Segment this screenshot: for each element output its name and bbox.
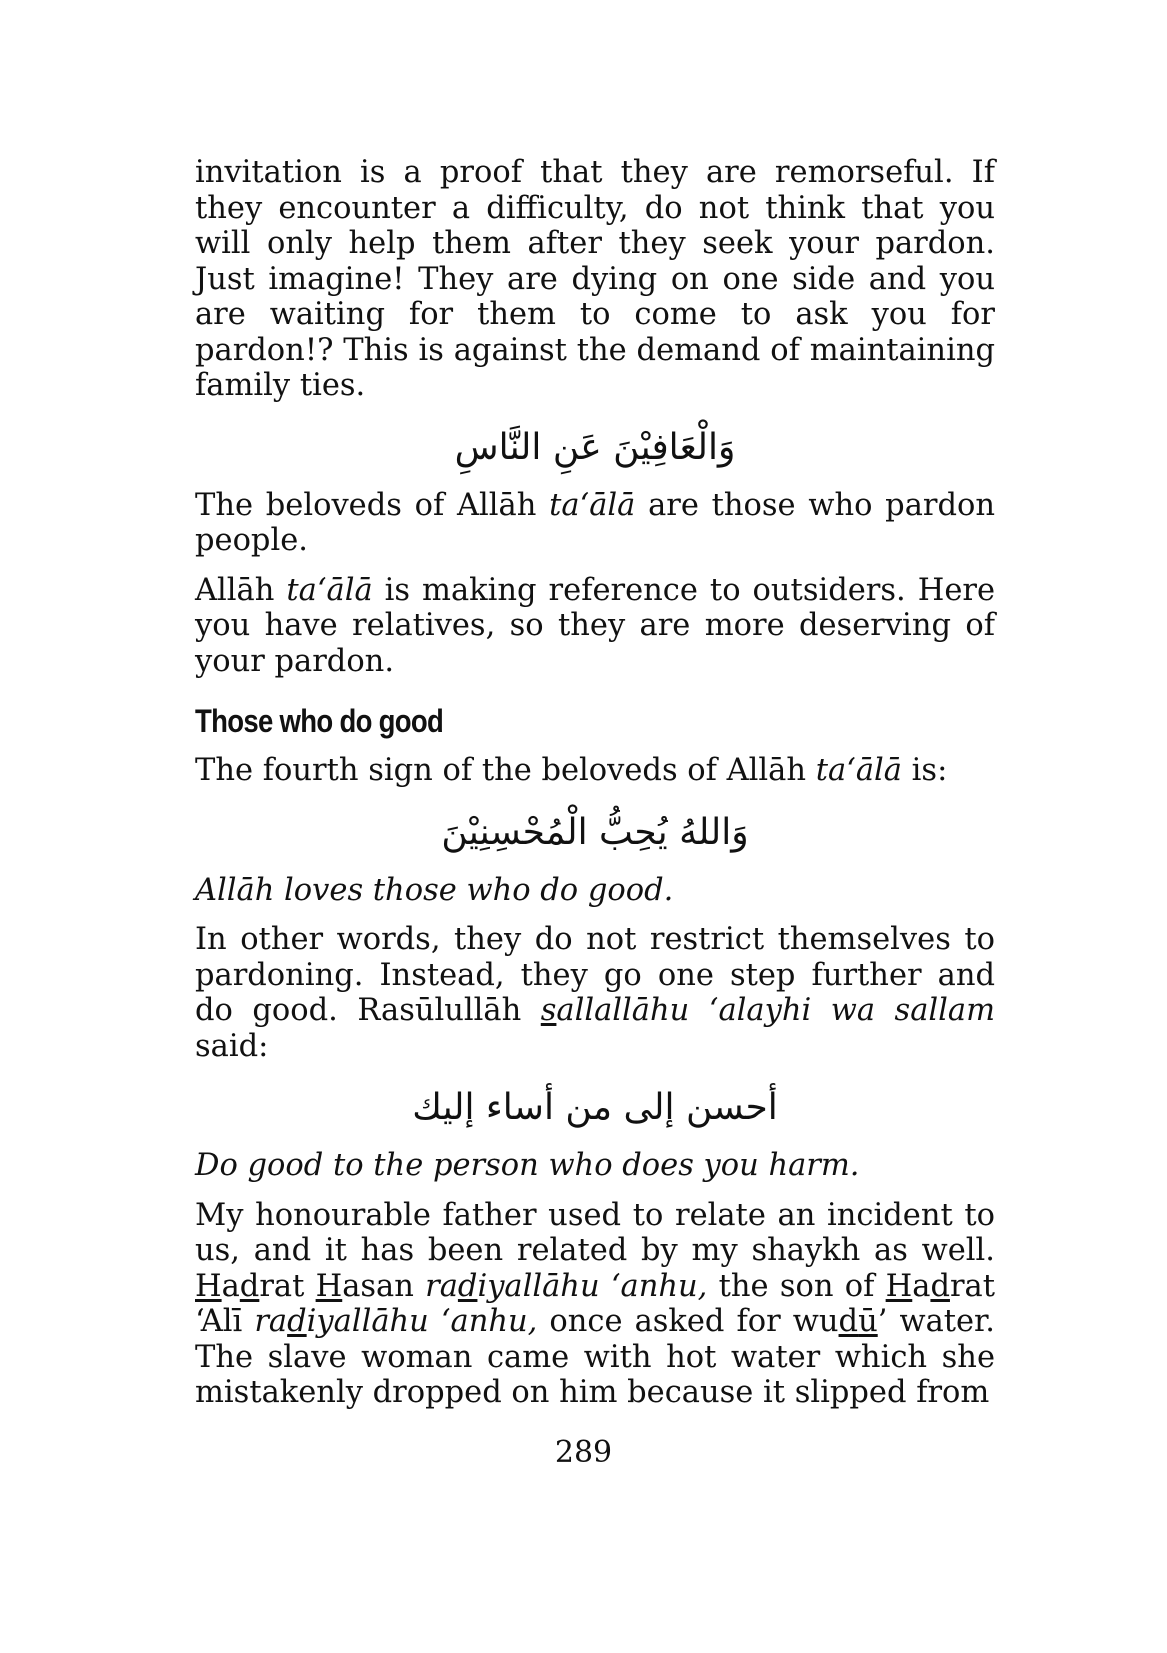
radiyallahu-2-d: d — [287, 1304, 307, 1339]
paragraph-6 — [195, 1198, 995, 1411]
paragraph-4-text-a: The fourth sign of the beloveds of Allāh — [195, 753, 816, 788]
paragraph-3-text-a: Allāh — [195, 572, 287, 608]
paragraph-6-text-a: My honourable father used to relate an incident to us, and it has been related by my shaykh as well. — [195, 1197, 995, 1268]
hadrat-1-d: d — [239, 1268, 260, 1304]
radiyallahu-1-rest: iyallāhu ‘anhu, — [477, 1268, 708, 1304]
paragraph-5 — [195, 922, 995, 1064]
paragraph-2 — [195, 488, 995, 559]
hasan-h: H — [315, 1268, 343, 1304]
paragraph-6-text-f: ’ water. The slave woman came with hot water which she mistakenly dropped on him because it slipped from — [195, 1304, 995, 1410]
page-number: 289 — [554, 1435, 613, 1470]
paragraph-2-text-c: are those who pardon people. — [195, 487, 995, 558]
hadrat-2-d: d — [930, 1268, 950, 1304]
paragraph-5-text-c: said: — [195, 1028, 269, 1064]
section-heading: Those who do good — [195, 703, 444, 739]
paragraph-6-mid: the son of — [707, 1268, 886, 1304]
arabic-hadith: أحسن إلى من أساء إليك — [412, 1087, 778, 1128]
page-body — [195, 155, 995, 1411]
paragraph-2-italic: ta‘ālā — [549, 487, 636, 523]
paragraph-4-text-c: is: — [901, 753, 948, 788]
paragraph-4-italic: ta‘ālā — [815, 753, 902, 788]
paragraph-5-underlined-s: s — [540, 993, 557, 1028]
radiyallahu-1-d: d — [457, 1268, 478, 1304]
hadrat-1-rest: rat — [259, 1268, 316, 1304]
wudu-d: d — [838, 1304, 859, 1339]
paragraph-5-text-a: In other words, they do not restrict themselves to pardoning. Instead, they go one step further and do good. Rasūlullāh — [195, 922, 995, 1028]
paragraph-3-italic: ta‘ālā — [286, 572, 373, 608]
translation-1: Allāh loves those who do good. — [195, 872, 674, 908]
paragraph-5-italic: allallāhu ‘alayhi wa sallam — [556, 993, 995, 1028]
paragraph-3-text-c: is making reference to outsiders. Here you have relatives, so they are more deserving of your pardon. — [195, 572, 996, 679]
paragraph-1: invitation is a proof that they are remorseful. If they encounter a difficulty, do not think that you will only help them after they seek your pardon. Just imagine! They are dying on one side and you are waiting for them to come to ask you for pardon!? This is against the demand of maintaining family ties. — [195, 155, 995, 403]
paragraph-6-text-e: once asked for wu — [537, 1304, 839, 1339]
radiyallahu-2-a: ra — [254, 1304, 288, 1339]
hasan-rest: asan — [342, 1268, 426, 1304]
hadrat-2-rest: rat — [949, 1268, 995, 1304]
paragraph-4 — [195, 753, 995, 789]
paragraph-2-text-a: The beloveds of Allāh — [195, 487, 550, 523]
hadrat-2-h: H — [885, 1268, 913, 1304]
ali-name: ‘Alī — [195, 1304, 255, 1339]
radiyallahu-2-rest: iyallāhu ‘anhu, — [306, 1304, 538, 1339]
hadrat-1-a: a — [221, 1268, 240, 1304]
radiyallahu-1-a: ra — [425, 1268, 458, 1304]
translation-2: Do good to the person who does you harm. — [195, 1148, 860, 1183]
hadrat-1-h: H — [195, 1268, 222, 1304]
arabic-verse-1: وَالْعَافِيْنَ عَنِ النَّاسِ — [454, 426, 736, 468]
paragraph-3 — [195, 573, 995, 680]
hadrat-2-a: a — [912, 1268, 931, 1304]
arabic-verse-2: وَاللهُ يُحِبُّ الْمُحْسِنِيْنَ — [441, 811, 749, 853]
wudu-u: ū — [858, 1304, 878, 1339]
